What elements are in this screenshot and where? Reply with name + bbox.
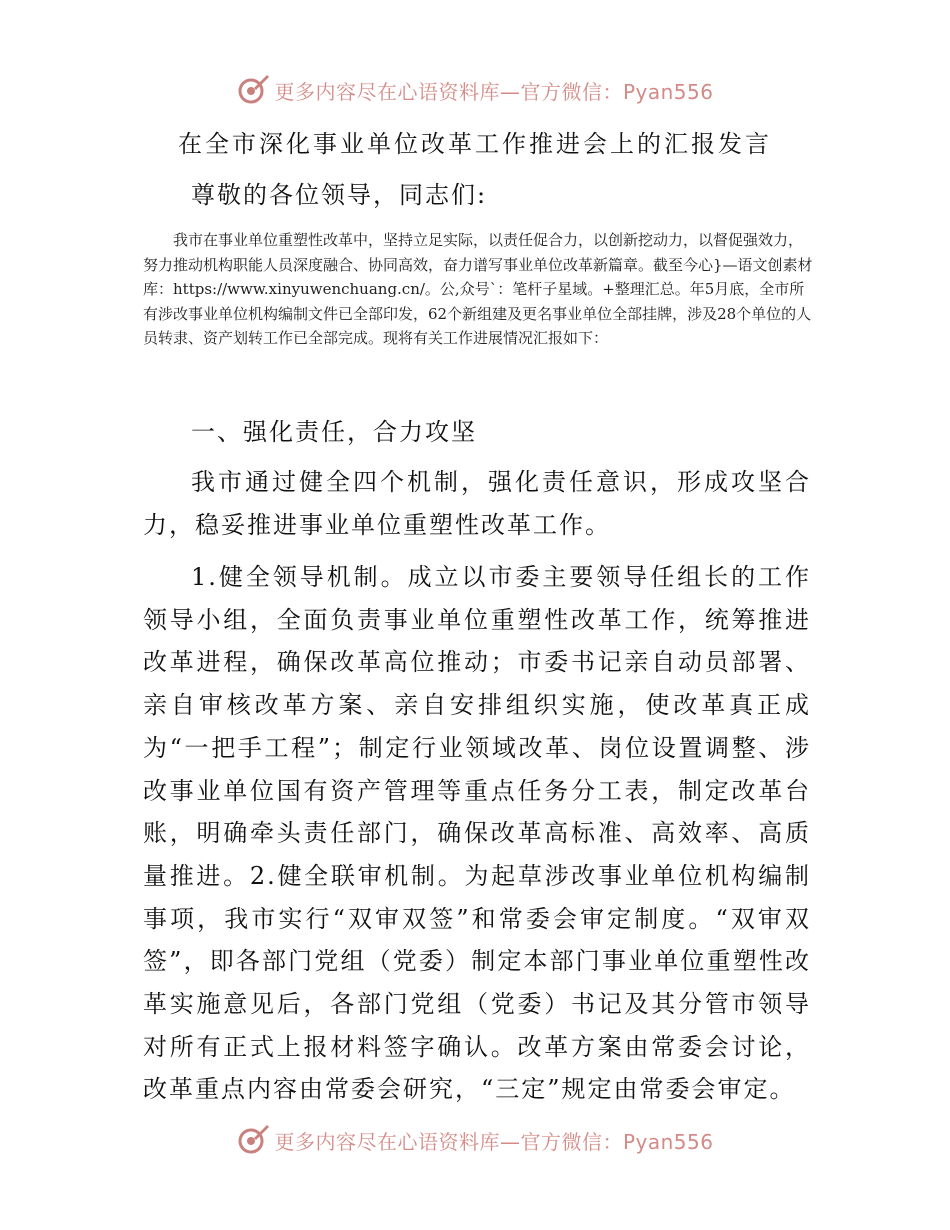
quill-pen-circle-icon xyxy=(236,73,270,107)
quill-pen-circle-icon xyxy=(236,1123,270,1157)
section-intro-paragraph: 我市通过健全四个机制，强化责任意识，形成攻坚合力，稳妥推进事业单位重塑性改革工作。 xyxy=(143,468,811,539)
watermark-text: 更多内容尽在心语资料库—官方微信：Pyan556 xyxy=(274,79,714,104)
document-title: 在全市深化事业单位改革工作推进会上的汇报发言 xyxy=(178,130,772,158)
section-heading: 一、强化责任，合力攻坚 xyxy=(191,418,477,446)
watermark-text: 更多内容尽在心语资料库—官方微信：Pyan556 xyxy=(274,1129,714,1154)
header-watermark xyxy=(0,72,950,108)
footer-watermark xyxy=(0,1122,950,1158)
intro-paragraph: 我市在事业单位重塑性改革中，坚持立足实际，以责任促合力，以创新挖动力，以督促强效力，努力推动机构职能人员深度融合、协同高效，奋力谱写事业单位改革新篇章。截至今心}—语文创素材库：https://www.xinyuwenchuang.cn/。公,众号`：笔杆子星域。+整理汇总。年5月底，全市所有涉改事业单位机构编制文件已全部印发，62个新组建及更名事业单位全部挂牌，涉及28个单位的人员转隶、资产划转工作已全部完成。现将有关工作进展情况汇报如下： xyxy=(143,231,813,347)
salutation: 尊敬的各位领导，同志们: xyxy=(191,181,488,209)
section-body-paragraph: 1.健全领导机制。成立以市委主要领导任组长的工作领导小组，全面负责事业单位重塑性改革工作，统筹推进改革进程，确保改革高位推动；市委书记亲自动员部署、亲自审核改革方案、亲自安排组织实施，使改革真正成为“一把手工程”；制定行业领域改革、岗位设置调整、涉改事业单位国有资产管理等重点任务分工表，制定改革台账，明确牵头责任部门，确保改革高标准、高效率、高质量推进。2.健全联审机制。为起草涉改事业单位机构编制事项，我市实行“双审双签”和常委会审定制度。“双审双签”，即各部门党组（党委）制定本部门事业单位重塑性改革实施意见后，各部门党组（党委）书记及其分管市领导对所有正式上报材料签字确认。改革方案由常委会讨论，改革重点内容由常委会研究，“三定”规定由常委会审定。 xyxy=(143,563,811,1104)
